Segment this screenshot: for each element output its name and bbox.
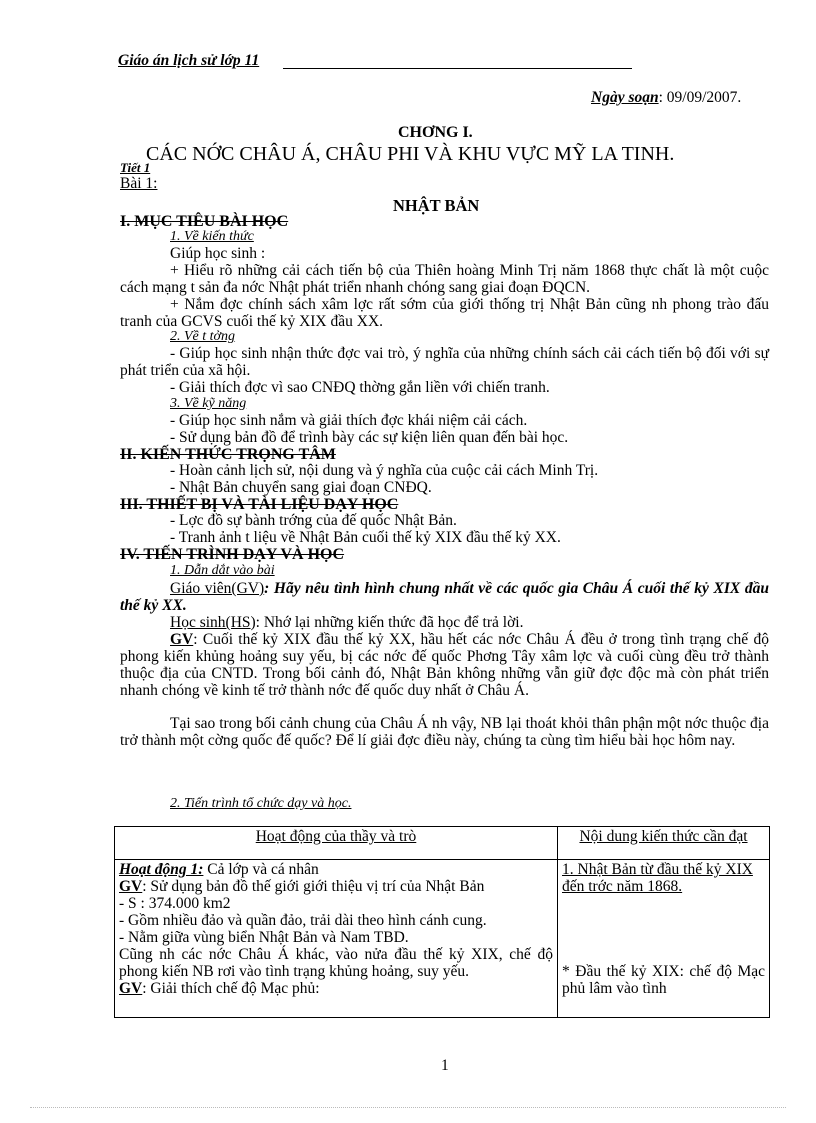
date-line [591, 89, 741, 106]
header-title: Giáo án lịch sử lớp 11 [118, 52, 260, 69]
s4-hs-line [170, 614, 523, 631]
hs-text: ): Nhớ lại những kiến thức đã học để trả lời. [250, 614, 524, 631]
gv2-label: GV [170, 631, 194, 648]
content-heading: 1. Nhật Bản từ đầu thế kỷ XIX đến trớc năm 1868. [562, 861, 753, 895]
s2-p1: - Hoàn cảnh lịch sử, nội dung và ý nghĩa của cuộc cải cách Minh Trị. [170, 462, 599, 479]
table-cell-activity [115, 860, 558, 1018]
s1-sub2: 2. Về t tởng [170, 329, 236, 344]
s2-p2: - Nhật Bản chuyển sang giai đoạn CNĐQ. [170, 479, 432, 496]
s1-sub3: 3. Về kỹ năng [170, 396, 247, 411]
section-3-heading: III. THIẾT BỊ VÀ TÀI LIỆU DẠY HỌC [120, 496, 399, 513]
area-line: - S : 374.000 km2 [119, 895, 231, 912]
table-row [115, 860, 770, 1018]
chapter-label: CHƠNG I. [398, 124, 473, 141]
section-1-heading: I. MỤC TIÊU BÀI HỌC [120, 213, 289, 230]
s4-gv-question [120, 580, 769, 614]
s1-sub3-p1: - Giúp học sinh nắm và giải thích đợc khái niệm cải cách. [170, 412, 528, 429]
s1-p1: + Hiểu rõ những cải cách tiến bộ của Thiên hoàng Minh Trị năm 1868 thực chất là một cuộc cách mạng t sản đa nớc Nhật phát triển nhanh chóng sang giai đoạn ĐQCN. [120, 262, 769, 296]
s1-intro: Giúp học sinh : [170, 245, 266, 262]
s4-sub1: 1. Dẫn dắt vào bài [170, 563, 275, 578]
lesson-table [114, 826, 770, 1018]
islands-line: - Gồm nhiều đảo và quần đảo, trải dài theo hình cánh cung. [119, 912, 487, 929]
lesson-bai: Bài 1: [120, 175, 158, 192]
content-p1: * Đầu thế kỷ XIX: chế độ Mạc phủ lâm vào tình [562, 963, 765, 997]
table-cell-content [558, 860, 770, 1018]
chapter-title: CÁC NỚC CHÂU Á, CHÂU PHI VÀ KHU VỰC MỸ LA TINH. [146, 143, 675, 165]
s4-gv2-paragraph [120, 631, 769, 699]
section-2-heading: II. KIẾN THỨC TRỌNG TÂM [120, 446, 336, 463]
s3-p1: - Lợc đồ sự bành trớng của đế quốc Nhật Bản. [170, 512, 457, 529]
page-number: 1 [441, 1057, 449, 1074]
gv-label: Giáo viên(GV) [170, 580, 265, 597]
table-header-col2: Nội dung kiến thức cần đạt [558, 827, 770, 860]
s4-question-paragraph: Tại sao trong bối cảnh chung của Châu Á nh vậy, NB lại thoát khỏi thân phận một nớc thuộc địa trở thành một cờng quốc đế quốc? Để lí giải đợc điều này, chúng ta cùng tìm hiểu bài học hôm nay. [120, 715, 769, 749]
table-header-row [115, 827, 770, 860]
footer-rule [30, 1107, 786, 1108]
lesson-tiet: Tiết 1 [120, 160, 151, 175]
section-4-heading: IV. TIẾN TRÌNH DẠY VÀ HỌC [120, 546, 345, 563]
header-rule [283, 68, 632, 69]
gv-question-text: : Hãy nêu tình hình chung nhất về các quốc gia Châu Á cuối thế kỷ XIX đầu thế kỷ XX. [120, 580, 770, 614]
s4-sub2: 2. Tiến trình tổ chức dạy và học. [170, 796, 352, 811]
s3-p2: - Tranh ảnh t liệu về Nhật Bản cuối thế kỷ XIX đầu thế kỷ XX. [170, 529, 561, 546]
hd1-line: Hoạt động 1: Cả lớp và cá nhân [119, 861, 319, 878]
s1-sub2-p2: - Giải thích đợc vì sao CNĐQ thờng gắn liền với chiến tranh. [170, 379, 550, 396]
location-line: - Nằm giữa vùng biển Nhật Bản và Nam TBD. [119, 929, 409, 946]
context-line: Cũng nh các nớc Châu Á khác, vào nửa đầu thế kỷ XIX, chế độ phong kiến NB rơi vào tình trạng khủng hoảng, suy yếu. [119, 946, 553, 980]
gv2-text: : Cuối thế kỷ XIX đầu thế kỷ XX, hầu hết các nớc Châu Á đều ở trong tình trạng chế độ phong kiến khủng hoảng suy yếu, bị các nớc đế quốc Phơng Tây xâm lợc và cuối cùng đều trở thành thuộc địa của CNTD. Trong bối cảnh đó, Nhật Bản không những vẫn giữ đợc độc mà còn phát triển nhanh chóng về kinh tế trở thành nớc đế quốc duy nhất ở Châu Á. [120, 631, 769, 699]
s1-p2: + Nắm đợc chính sách xâm lợc rất sớm của giới thống trị Nhật Bản cũng nh phong trào đấu tranh của GCVS cuối thế kỷ XIX đầu XX. [120, 296, 769, 330]
gv-line: GV: Sử dụng bản đồ thế giới giới thiệu vị trí của Nhật Bản [119, 878, 485, 895]
gv2-line: GV: Giải thích chế độ Mạc phủ: [119, 980, 320, 997]
s1-sub2-p1: - Giúp học sinh nhận thức đợc vai trò, ý nghĩa của những chính sách cải cách tiến bộ đối với sự phát triển của xã hội. [120, 345, 769, 379]
s1-sub1: 1. Về kiến thức [170, 229, 254, 244]
s1-sub3-p2: - Sử dụng bản đồ để trình bày các sự kiện liên quan đến bài học. [170, 429, 569, 446]
date-value: : 09/09/2007. [658, 89, 742, 106]
hs-label: Học sinh(HS [170, 614, 251, 631]
date-label: Ngày soạn [591, 89, 659, 106]
lesson-name: NHẬT BẢN [393, 196, 480, 215]
table-header-col1: Hoạt động của thầy và trò [115, 827, 558, 860]
